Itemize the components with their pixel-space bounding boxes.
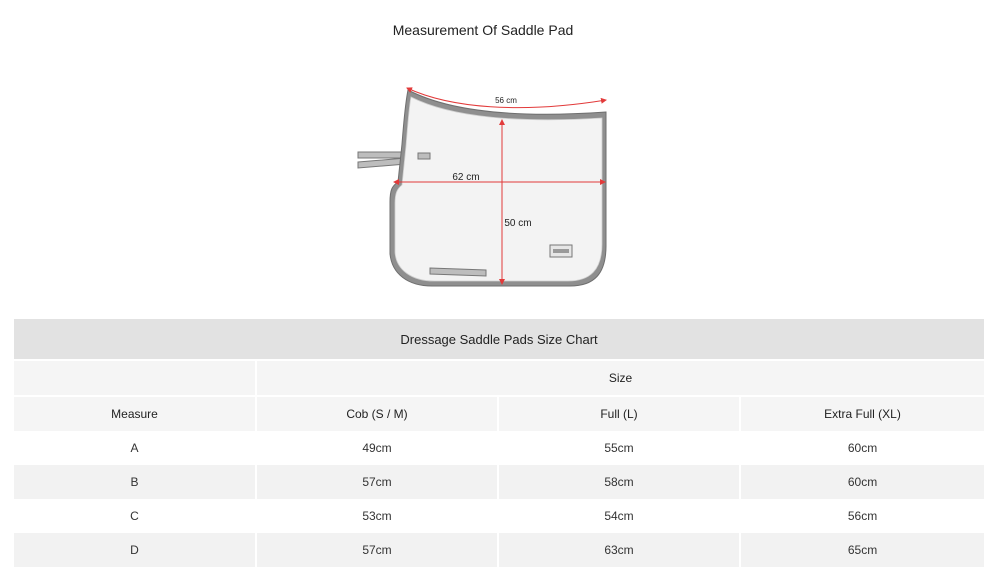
column-header-full: Full (L)	[498, 396, 740, 431]
size-chart-table	[14, 319, 984, 567]
full-cell: 58cm	[498, 465, 740, 499]
table-row	[14, 465, 984, 499]
full-cell: 55cm	[498, 431, 740, 465]
column-header-extra-full: Extra Full (XL)	[740, 396, 984, 431]
table-row	[14, 431, 984, 465]
group-spacer	[14, 360, 256, 396]
saddle-pad-diagram	[340, 78, 630, 296]
measure-cell: C	[14, 499, 256, 533]
extra-full-cell: 60cm	[740, 431, 984, 465]
size-group-row	[14, 360, 984, 396]
length-label: 62 cm	[452, 172, 480, 183]
size-chart-caption: Dressage Saddle Pads Size Chart	[14, 319, 984, 360]
cob-cell: 53cm	[256, 499, 498, 533]
saddle-pad-illustration	[340, 78, 630, 296]
extra-full-cell: 60cm	[740, 465, 984, 499]
measure-cell: B	[14, 465, 256, 499]
top-width-label: 56 cm	[495, 96, 517, 105]
strap-loop	[418, 153, 430, 159]
column-header-measure: Measure	[14, 396, 256, 431]
column-header-cob: Cob (S / M)	[256, 396, 498, 431]
extra-full-cell: 56cm	[740, 499, 984, 533]
bottom-strap	[430, 268, 486, 276]
measure-cell: A	[14, 431, 256, 465]
full-cell: 63cm	[498, 533, 740, 567]
column-header-row	[14, 396, 984, 431]
size-chart-caption-row	[14, 319, 984, 360]
table-row	[14, 499, 984, 533]
extra-full-cell: 65cm	[740, 533, 984, 567]
height-label: 50 cm	[504, 218, 532, 229]
page-title: Measurement Of Saddle Pad	[392, 22, 574, 38]
cob-cell: 57cm	[256, 465, 498, 499]
size-group-header: Size	[256, 360, 984, 396]
measure-cell: D	[14, 533, 256, 567]
cob-cell: 49cm	[256, 431, 498, 465]
full-cell: 54cm	[498, 499, 740, 533]
table-row	[14, 533, 984, 567]
cob-cell: 57cm	[256, 533, 498, 567]
